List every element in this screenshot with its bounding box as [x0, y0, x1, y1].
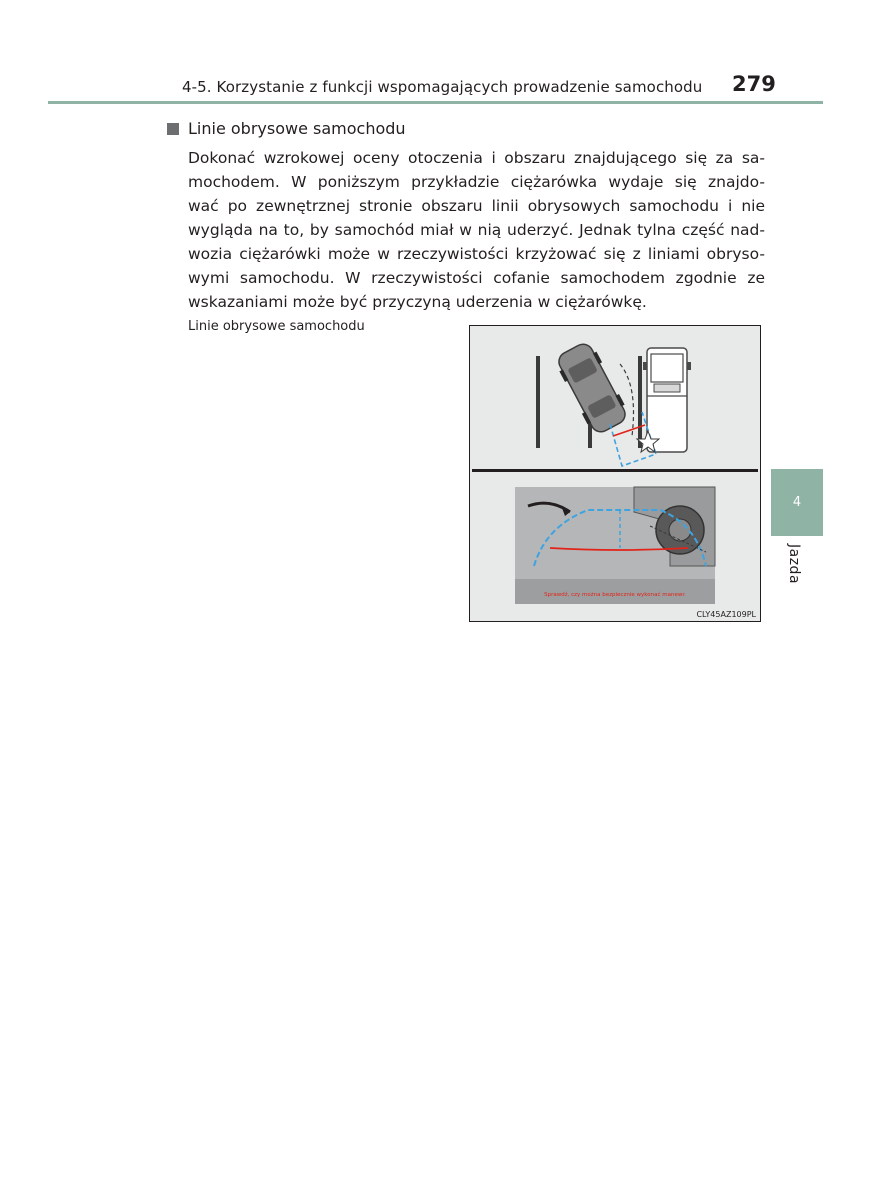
body-line: mochodem. W poniższym przykładzie ciężarówka wydaje się znajdo-	[188, 173, 765, 191]
page-number: 279	[732, 72, 776, 96]
header-rule	[48, 101, 823, 104]
parking-line	[536, 356, 540, 448]
chapter-tab	[771, 469, 823, 536]
parking-line	[638, 356, 642, 448]
body-line: Dokonać wzrokowej oceny otoczenia i obszaru znajdującego się za sa-	[188, 149, 765, 167]
screen-warning-text: Sprawdź, czy można bezpiecznie wykonać manewr.	[544, 592, 686, 598]
figure-caption: Linie obrysowe samochodu	[188, 319, 365, 334]
section-bullet-icon	[167, 123, 179, 135]
figure-divider	[472, 469, 758, 472]
guide-lines-figure	[469, 325, 761, 622]
figure-code: CLY45AZ109PL	[696, 610, 756, 619]
body-line: wskazaniami może być przyczyną uderzenia w ciężarówkę.	[188, 293, 647, 311]
body-line: wać po zewnętrznej stronie obszaru linii obrysowych samochodu i nie	[188, 197, 765, 215]
body-line: wymi samochodu. W rzeczywistości cofanie samochodem zgodnie ze	[188, 269, 765, 287]
body-line: wygląda na to, by samochód miał w nią uderzyć. Jednak tylna część nad-	[188, 221, 765, 239]
parking-illustration	[470, 326, 760, 621]
running-header-title: 4-5. Korzystanie z funkcji wspomagających prowadzenie samochodu	[182, 78, 703, 96]
chapter-number: 4	[792, 495, 802, 510]
section-heading: Linie obrysowe samochodu	[188, 119, 406, 138]
camera-screen	[515, 487, 715, 604]
body-line: wozia ciężarówki może w rzeczywistości krzyżować się z liniami obryso-	[188, 245, 765, 263]
chapter-name: Jazda	[786, 544, 802, 585]
